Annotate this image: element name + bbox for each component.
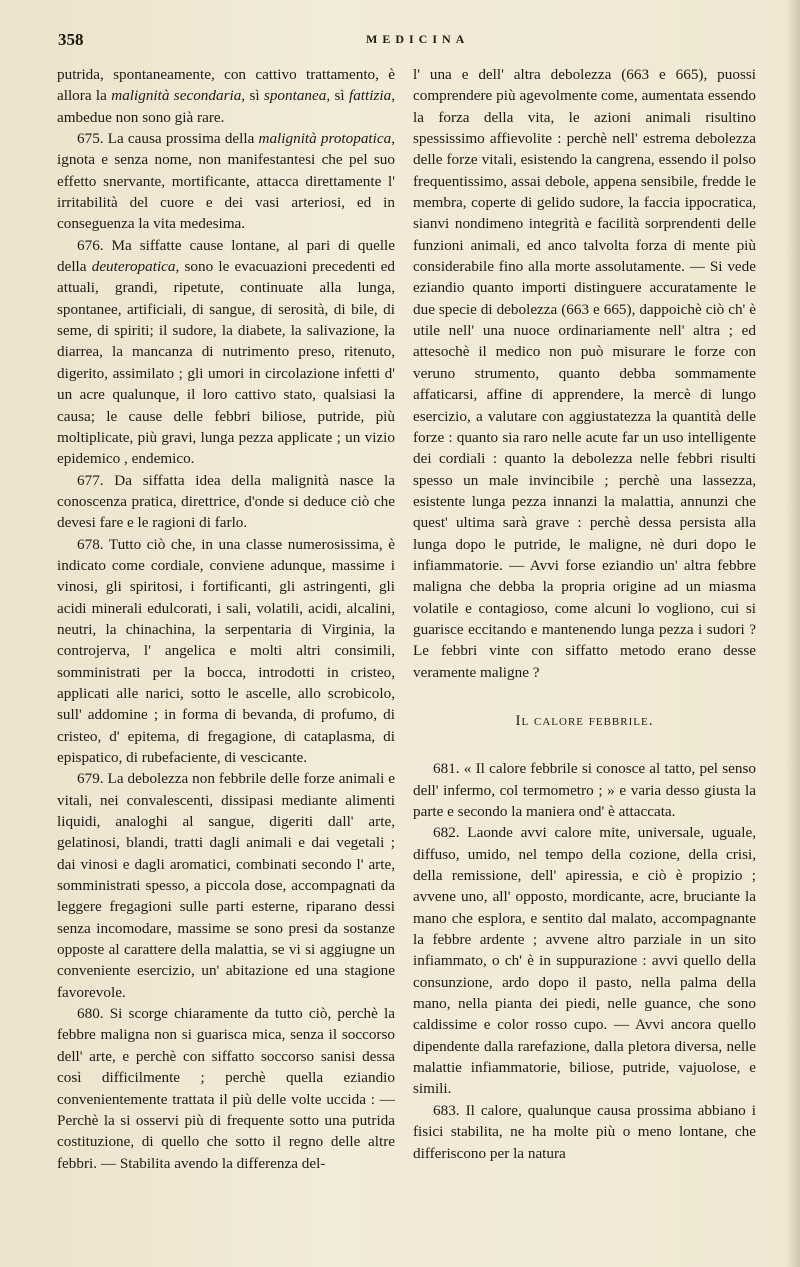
text-run: putrida, spontaneamente, con cattivo trattamento, è allora la [57, 66, 395, 105]
page-number: 358 [58, 30, 84, 49]
text-run: , ambedue non sono già rare. [57, 87, 395, 126]
text-run: 675. La causa prossima della [77, 130, 259, 148]
paragraph-682: 682. Laonde avvi calore mite, universale, uguale, diffuso, umido, nel tempo della cozione, della crisi, della remissione, dell' apiressia, e ciò è propizio ; avvene uno, all' opposto, mordicante, acre, bruciante la mano che esplora, e sentito dal malato, accompagnante la febbre ardente ; avvene altro parziale in un sito infiammato, o ch' è in suppurazione : avvi quello della consunzione, ardo dopo il pasto, nella palma della mano, nella pianta dei piedi, nelle guance, che sono caldissime e color rosso cupo. — Avvi ancora quello dipendente dalla rarefazione, dalla pletora diversa, nelle malattie infiammatorie, biliose, putride, vajuolose, e simili. [413, 824, 756, 1098]
text-run: , ignota e senza nome, non manifestantesi che pel suo effetto snervante, mortificante, attacca direttamente l' irritabilità del cuore e dei vasi arteriosi, ed in conseguenza la vita medesima. [57, 130, 395, 233]
page-header [58, 30, 756, 56]
paragraph-679: 679. La debolezza non febbrile delle forze animali e vitali, nei convalescenti, dissipasi mediante alimenti liquidi, analoghi al sangue, digeriti dall' arte, gelatinosi, blandi, tratti dagli animali e dai vegetali ; dai vinosi e dagli aromatici, combinati secondo l' arte, somministrati spesso, a piccola dose, accompagnati da leggere fregagioni sulle parti esterne, riparano dessi senza incomodare, massime se sono presi da sostanze opposte al carattere della malattia, se vi si aggiugne un conveniente esercizio, un' abitazione ed una stagione favorevole. [57, 770, 395, 1001]
paragraph-678: 678. Tutto ciò che, in una classe numerosissima, è indicato come cordiale, conviene adunque, massime i vinosi, gli spiritosi, i fortificanti, gli astringenti, gli acidi minerali edulcorati, i sali, volatili, acidi, alcalini, neutri, la chinachina, la serpentaria di Virginia, la controjerva, l' angelica e molti altri consimili, somministrati per la bocca, introdotti in cristeo, applicati alle narici, sotto le ascelle, allo scrobicolo, sull' addomine ; in forma di bevanda, di profumo, di cristeo, d' epitema, di fregagione, di cataplasma, di epispatico, di rubefaciente, di vescicante. [57, 535, 395, 766]
paragraph-676 [57, 235, 395, 470]
paragraph-680: 680. Si scorge chiaramente da tutto ciò, perchè la febbre maligna non si guarisca mica, senza il soccorso dell' arte, e perchè con siffatto soccorso sanisi dessa così difficilmente ; perchè quella eziandio convenientemente trattata il più delle volte uccida : — Perchè la si osservi più di frequente sotto una putrida costituzione, di quello che sotto il regno delle altre febbri. — Stabilita avendo la differenza del- [57, 1005, 395, 1172]
paragraph-683: 683. Il calore, qualunque causa prossima abbiano i fisici stabilita, ne ha molte più o meno lontane, che differiscono per la natura [413, 1101, 756, 1162]
text-run: , sì [241, 87, 264, 105]
paragraph-674-continuation [57, 64, 395, 128]
italic-term: fattizia [348, 87, 392, 105]
page-edge-shadow [786, 0, 800, 1267]
italic-term: spontanea [263, 87, 327, 105]
running-head: MEDICINA [366, 32, 470, 46]
left-column [57, 64, 395, 1174]
italic-term: malignità secondaria [111, 87, 242, 105]
paragraph-680-continuation: l' una e dell' altra debolezza (663 e 665), puossi comprendere più agevolmente come, aumentata essendo la forza della vita, le azioni animali risultino spessissimo affievolite : perchè nell' estrema debolezza delle forze vitali, esistendo la cangrena, essendo il polso frequentissimo, assai debole, appena sensibile, fredde le membra, coperte di gelido sudore, la faccia ippocratica, sianvi nondimeno integrità e facilità sorprendenti delle funzioni animali, ed anco talvolta forza di mente più considerabile fino alla morte assolutamente. — Si vede eziandio quanto importi distinguere accuratamente le due specie di debolezza (663 e 665), dappoichè ciò ch' è utile nell' una nuoce ordinariamente nell' altra ; ed attesochè il medico non può misurare le forze con veruno strumento, quanto debba sommamente affaticarsi, affine di apprendere, la mercè di lungo esercizio, a valutare con aggiustatezza la quantità delle forze : quanto sia raro nelle acute far un uso intelligente dei cordiali : quanto la debolezza nelle febbri risulti spesso un male invincibile ; perchè una lassezza, esistente lunga pezza innanzi la malattia, annunzi che quest' ultima sarà grave : perchè dessa persista alla lunga dopo le putride, le maligne, nè duri dopo le infiammatorie. — Avvi forse eziandio un' altra febbre maligna che debba la propria origine ad un miasma volatile e contagioso, come alcuni lo vogliono, cui si guarisce eccitando e mantenendo lunga pezza i sudori ? Le febbri vinte con siffatto metodo erano desse veramente maligne ? [413, 66, 756, 681]
right-column [413, 64, 756, 1164]
paragraph-677: 677. Da siffatta idea della malignità nasce la conoscenza pratica, direttrice, d'onde si deduce ciò che devesi fare e le ragioni di farlo. [57, 471, 395, 532]
paragraph-681: 681. « Il calore febbrile si conosce al tatto, pel senso dell' infermo, col termometro ; » e varia desso giusta la parte e secondo la maniera ond' è attaccata. [413, 760, 756, 820]
text-run: 676. Ma siffatte cause lontane, al pari di quelle della [57, 236, 395, 276]
italic-term: malignità protopatica [258, 130, 392, 148]
text-run: , sì [326, 87, 349, 105]
text-run: , sono le evacuazioni precedenti ed attuali, grandi, ripetute, continuate alla lunga, spontanee, artificiali, di sangue, di serosità, di bile, di seme, di spiriti; il sudore, la diabete, la salivazione, la diarrea, la mancanza di nutrimento preso, ritenuto, digerito, assimilato ; gli umori in circolazione infetti d' un acre qualunque, il loro cattivo stato, qualsiasi la causa; le cause delle febbri biliose, putride, più moltiplicate, più gravi, lunga pezza applicate ; un vizio epidemico , endemico. [57, 258, 396, 468]
section-title: Il calore febbrile. [515, 712, 654, 729]
italic-term: deuteropatica [91, 258, 176, 276]
paragraph-675 [57, 128, 395, 235]
